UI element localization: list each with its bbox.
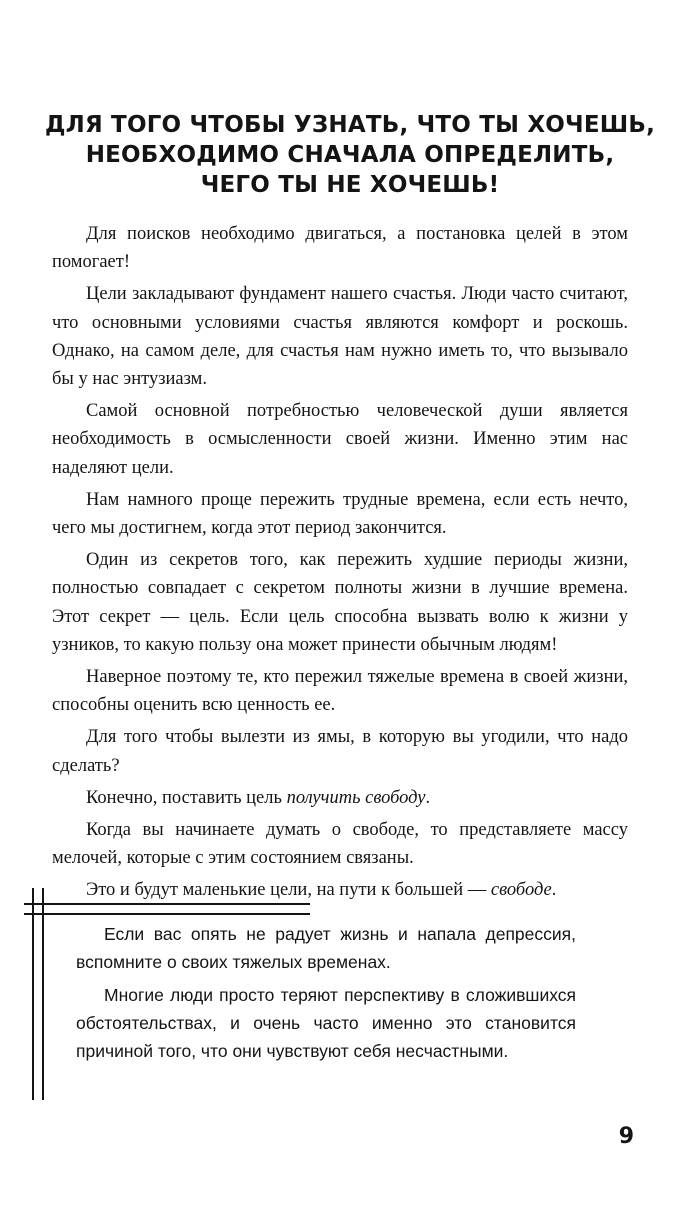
heading-line-1: ДЛЯ ТОГО ЧТОБЫ УЗНАТЬ, ЧТО ТЫ ХОЧЕШЬ, bbox=[44, 112, 656, 138]
heading-line-2: НЕОБХОДИМО СНАЧАЛА ОПРЕДЕЛИТЬ, bbox=[85, 142, 615, 168]
paragraph-8 bbox=[52, 784, 628, 812]
callout-paragraph-2: Многие люди просто теряют перспективу в сложившихся обстоятельствах, и очень часто именно это становится причиной того, что они чувствуют себя несчастными. bbox=[76, 984, 576, 1062]
heading-line-3: ЧЕГО ТЫ НЕ ХОЧЕШЬ! bbox=[200, 172, 500, 198]
paragraph-10-emphasis: свободе bbox=[490, 880, 552, 901]
paragraph-5: Один из секретов того, как пережить худшие периоды жизни, полностью совпадает с секретом полноты жизни в лучшие времена. Этот секрет — цель. Если цель способна вызвать волю к жизни у узников, то какую пользу она может принести обычным людям! bbox=[52, 550, 628, 655]
paragraph-2: Цели закладывают фундамент нашего счастья. Люди часто считают, что основными условиями счастья являются комфорт и роскошь. Однако, на самом деле, для счастья нам нужно иметь то, что вызывало бы у нас энтузиазм. bbox=[52, 284, 628, 390]
paragraph-1: Для поисков необходимо двигаться, а постановка целей в этом помогает! bbox=[52, 224, 628, 273]
paragraph-6: Наверное поэтому те, кто пережил тяжелые времена в своей жизни, способны оценить всю ценность ее. bbox=[52, 667, 628, 716]
callout-vertical-rule-2 bbox=[42, 888, 44, 1100]
paragraph-9: Когда вы начинаете думать о свободе, то представляете массу мелочей, которые с этим состоянием связаны. bbox=[52, 820, 628, 869]
chapter-heading bbox=[40, 110, 660, 200]
paragraph-10-end: . bbox=[551, 880, 557, 901]
paragraph-10 bbox=[52, 876, 628, 904]
paragraph-8-end: . bbox=[425, 787, 431, 808]
paragraph-10-text: Это и будут маленькие цели, на пути к большей — bbox=[86, 880, 491, 901]
paragraph-8-text: Конечно, поставить цель bbox=[86, 787, 287, 808]
callout-horizontal-rule-1 bbox=[24, 903, 310, 905]
callout-vertical-rule-1 bbox=[32, 888, 34, 1100]
callout-paragraph-1: Если вас опять не радует жизнь и напала депрессия, вспомните о своих тяжелых временах. bbox=[76, 924, 576, 973]
body-text bbox=[52, 220, 628, 905]
paragraph-4: Нам намного проще пережить трудные времена, если есть нечто, чего мы достигнем, когда этот период закончится. bbox=[52, 489, 628, 539]
page-number: 9 bbox=[618, 1124, 634, 1149]
callout-box bbox=[76, 920, 576, 1065]
callout-horizontal-rule-2 bbox=[24, 913, 310, 915]
paragraph-7: Для того чтобы вылезти из ямы, в которую вы угодили, что надо сделать? bbox=[52, 727, 628, 776]
paragraph-8-emphasis: получить свободу bbox=[286, 787, 426, 808]
paragraph-3: Самой основной потребностью человеческой души является необходимость в осмысленности своей жизни. Именно этим нас наделяют цели. bbox=[52, 401, 628, 478]
